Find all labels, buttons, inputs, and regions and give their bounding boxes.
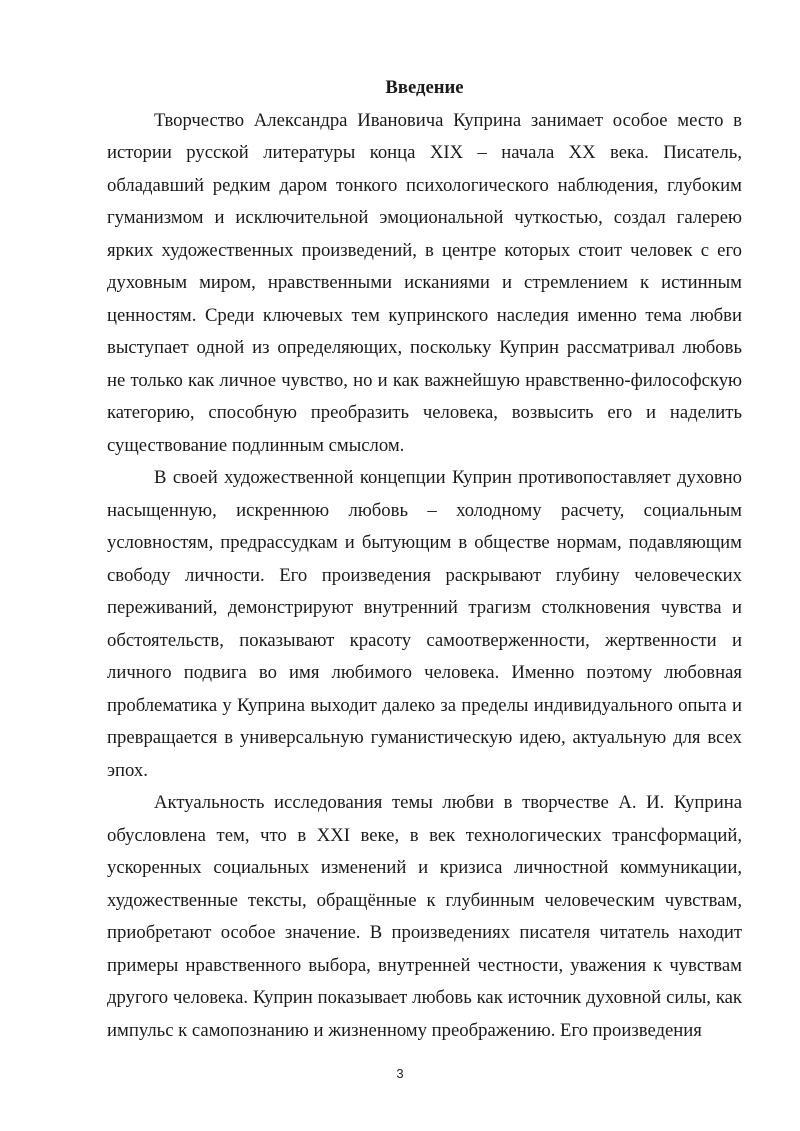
paragraph-1: Творчество Александра Ивановича Куприна занимает особое место в истории русской литературы конца XIX – начала XX века. Писатель, обладавший редким даром тонкого психологического наблюдения, глубоким гуманизмом и исключительной эмоциональной чуткостью, создал галерею ярких художественных произведений, в центре которых стоит человек с его духовным миром, нравственными исканиями и стремлением к истинным ценностям. Среди ключевых тем купринского наследия именно тема любви выступает одной из определяющих, поскольку Куприн рассматривал любовь не только как личное чувство, но и как важнейшую нравственно-философскую категорию, способную преобразить человека, возвысить его и наделить существование подлинным смыслом. xyxy=(107,109,742,456)
paragraph-3: Актуальность исследования темы любви в творчестве А. И. Куприна обусловлена тем, что в XXI веке, в век технологических трансформаций, ускоренных социальных изменений и кризиса личностной коммуникации, художественные тексты, обращённые к глубинным человеческим чувствам, приобретают особое значение. В произведениях писателя читатель находит примеры нравственного выбора, внутренней честности, уважения к чувствам другого человека. Куприн показывает любовь как источник духовной силы, как импульс к самопознанию и жизненному преображению. Его произведения xyxy=(107,792,742,1041)
paragraph-2: В своей художественной концепции Куприн противопоставляет духовно насыщенную, искреннюю любовь – холодному расчету, социальным условностям, предрассудкам и бытующим в обществе нормам, подавляющим свободу личности. Его произведения раскрывают глубину человеческих переживаний, демонстрируют внутренний трагизм столкновения чувства и обстоятельств, показывают красоту самоотверженности, жертвенности и личного подвига во имя любимого человека. Именно поэтому любовная проблематика у Куприна выходит далеко за пределы индивидуального опыта и превращается в универсальную гуманистическую идею, актуальную для всех эпох. xyxy=(107,467,742,781)
page-number: 3 xyxy=(396,1066,404,1081)
page-body xyxy=(107,72,742,1047)
section-heading: Введение xyxy=(385,77,464,98)
